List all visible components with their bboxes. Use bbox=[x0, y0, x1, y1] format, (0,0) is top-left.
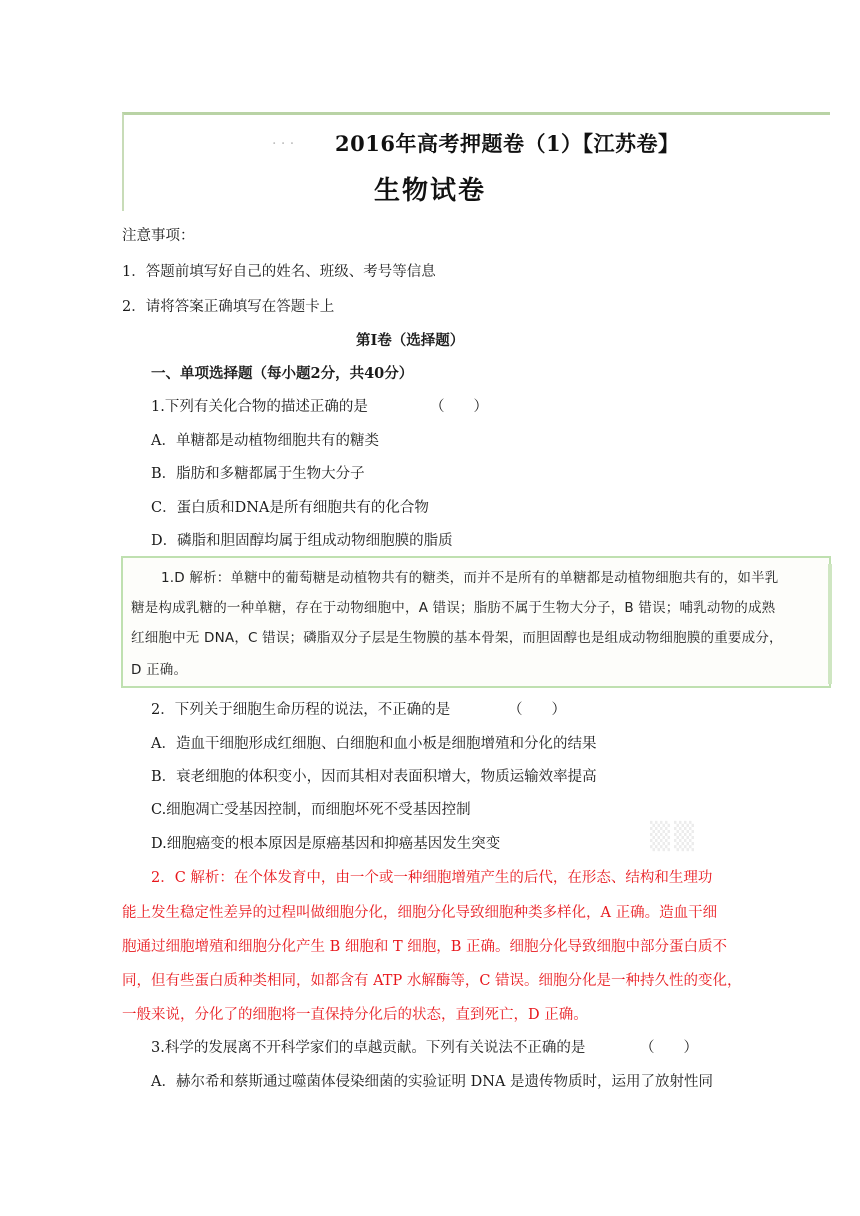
question-1-answer-line: D 正确。 bbox=[131, 662, 188, 678]
question-2-option: D.细胞癌变的根本原因是原癌基因和抑癌基因发生突变 bbox=[151, 836, 501, 852]
notes-item: 1．答题前填写好自己的姓名、班级、考号等信息 bbox=[122, 264, 436, 280]
question-1-answer-box bbox=[121, 556, 831, 688]
question-1-bracket: （ ） bbox=[430, 399, 488, 415]
question-1-answer-line: 糖是构成乳糖的一种单糖，存在于动物细胞中，A 错误；脂肪不属于生物大分子，B 错误；哺乳动物的成熟 bbox=[131, 600, 776, 616]
question-2-option: A．造血干细胞形成红细胞、白细胞和血小板是细胞增殖和分化的结果 bbox=[151, 736, 597, 752]
question-1-answer-line: 1.D 解析：单糖中的葡萄糖是动植物共有的糖类，而并不是所有的单糖都是动植物细胞共有的，如半乳 bbox=[161, 570, 779, 586]
header-decoration: · · · bbox=[272, 136, 295, 152]
question-2-answer-line: 一般来说，分化了的细胞将一直保持分化后的状态，直到死亡，D 正确。 bbox=[122, 1007, 588, 1023]
question-3-bracket: （ ） bbox=[640, 1040, 698, 1056]
question-2-answer-line: 2．C 解析：在个体发育中，由一个或一种细胞增殖产生的后代，在形态、结构和生理功 bbox=[151, 870, 713, 886]
exam-title: 2016年高考押题卷（1）【江苏卷】 bbox=[335, 131, 680, 156]
question-2-answer-line: 胞通过细胞增殖和细胞分化产生 B 细胞和 T 细胞，B 正确。细胞分化导致细胞中部分蛋白质不 bbox=[122, 939, 728, 955]
question-2-stem: 2．下列关于细胞生命历程的说法，不正确的是 bbox=[151, 702, 451, 718]
part-title: 一、单项选择题（每小题2分，共40分） bbox=[151, 365, 414, 382]
question-2-option: B．衰老细胞的体积变小，因而其相对表面积增大，物质运输效率提高 bbox=[151, 769, 597, 785]
question-1-option: B．脂肪和多糖都属于生物大分子 bbox=[151, 466, 365, 482]
question-2-answer-line: 能上发生稳定性差异的过程叫做细胞分化，细胞分化导致细胞种类多样化，A 正确。造血干细 bbox=[122, 905, 718, 921]
watermark: ▒▒ bbox=[650, 822, 698, 852]
question-1-option: C．蛋白质和DNA是所有细胞共有的化合物 bbox=[151, 500, 429, 516]
question-1-stem: 1.下列有关化合物的描述正确的是 bbox=[151, 399, 368, 415]
section-title: 第Ⅰ卷（选择题） bbox=[356, 332, 465, 349]
notes-heading: 注意事项： bbox=[122, 228, 195, 244]
question-2-bracket: （ ） bbox=[508, 702, 566, 718]
question-3-stem: 3.科学的发展离不开科学家们的卓越贡献。下列有关说法不正确的是 bbox=[151, 1040, 586, 1056]
question-1-option: D．磷脂和胆固醇均属于组成动物细胞膜的脂质 bbox=[151, 533, 453, 549]
notes-item: 2．请将答案正确填写在答题卡上 bbox=[122, 299, 335, 315]
question-3-option: A．赫尔希和蔡斯通过噬菌体侵染细菌的实验证明 DNA 是遗传物质时，运用了放射性同 bbox=[151, 1074, 713, 1090]
question-2-answer-line: 同，但有些蛋白质种类相同，如都含有 ATP 水解酶等，C 错误。细胞分化是一种持久性的变化， bbox=[122, 973, 742, 989]
question-1-answer-line: 红细胞中无 DNA，C 错误；磷脂双分子层是生物膜的基本骨架，而胆固醇也是组成动物细胞膜的重要成分， bbox=[131, 630, 783, 646]
question-1-option: A．单糖都是动植物细胞共有的糖类 bbox=[151, 433, 379, 449]
exam-subject: 生物试卷 bbox=[373, 176, 486, 206]
answer-box-edge bbox=[828, 564, 832, 684]
question-2-option: C.细胞凋亡受基因控制，而细胞坏死不受基因控制 bbox=[151, 802, 471, 818]
